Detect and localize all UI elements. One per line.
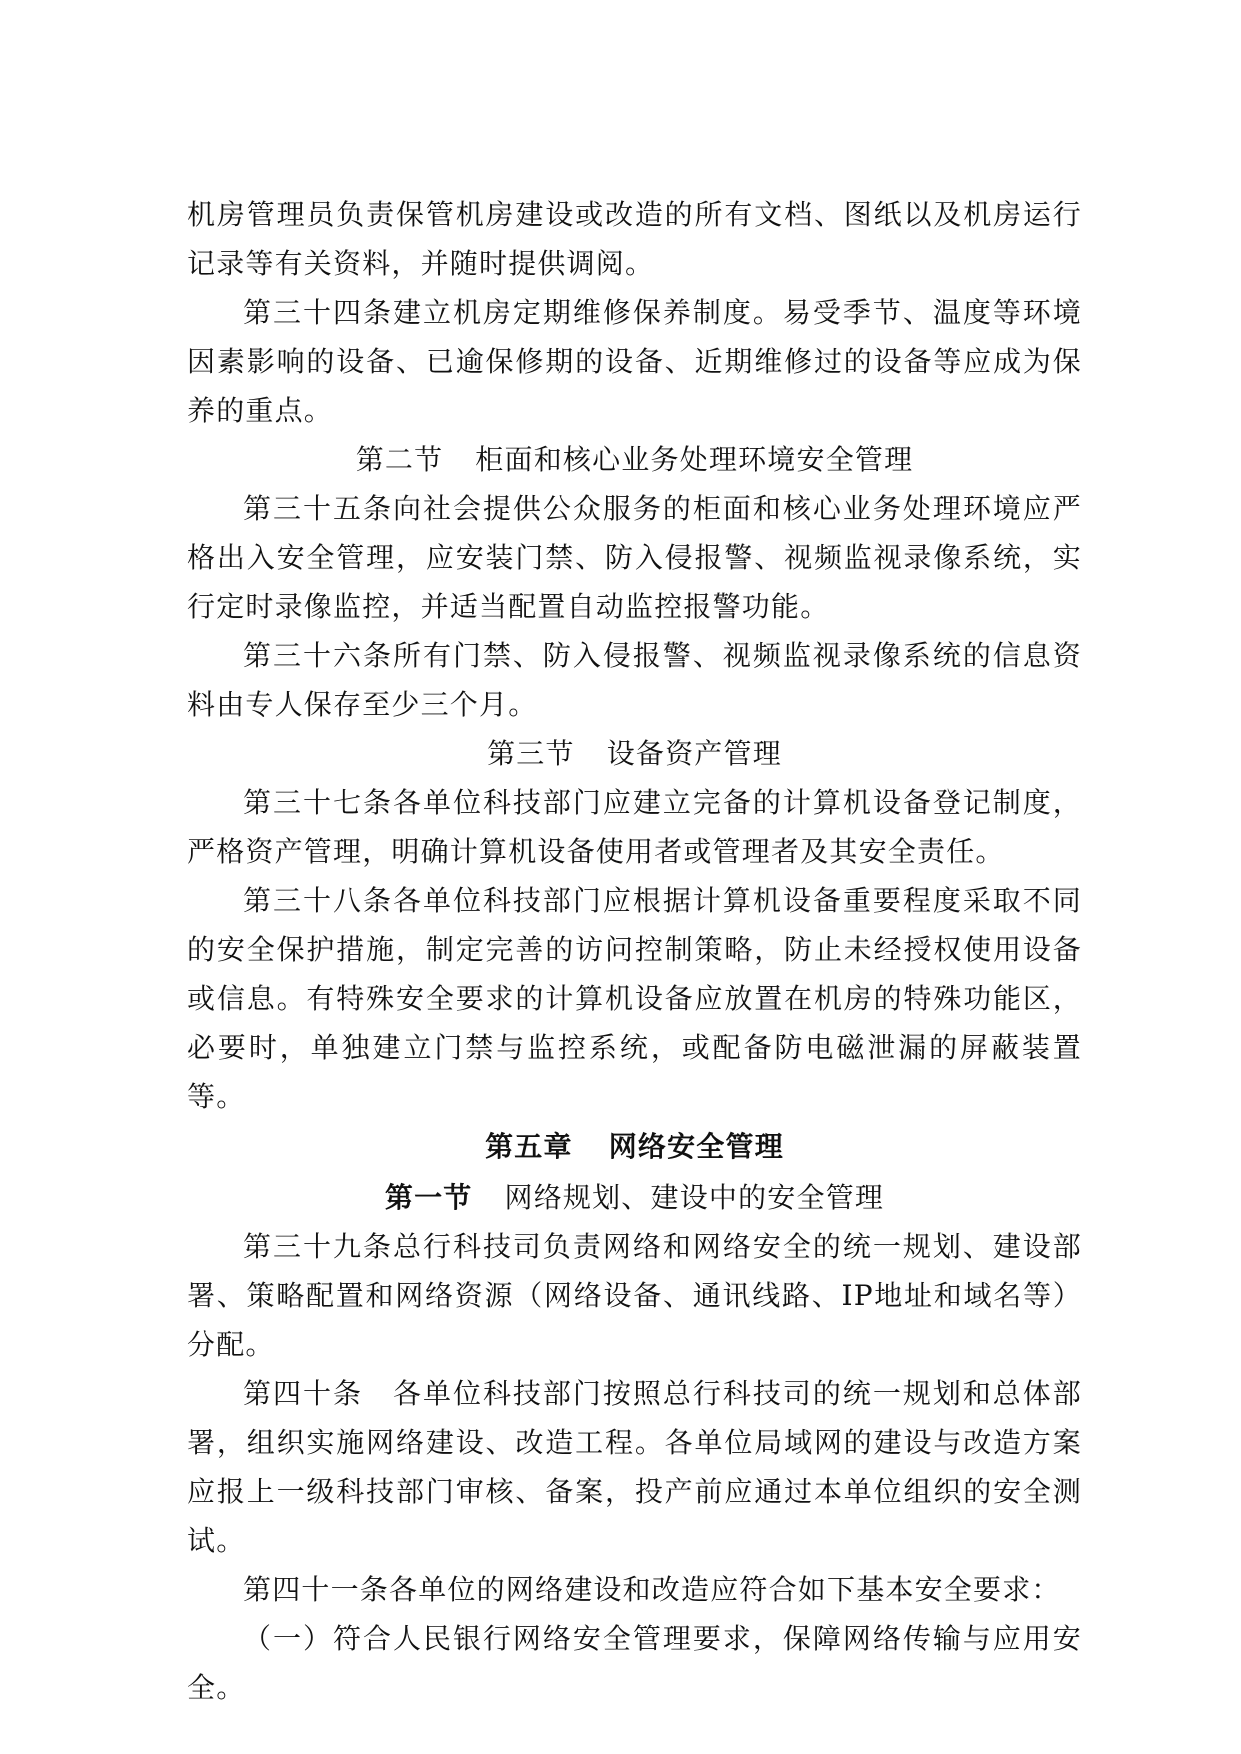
article-39: 第三十九条总行科技司负责网络和网络安全的统一规划、建设部署、策略配置和网络资源（网络设备、通讯线路、IP地址和域名等）分配。 [187,1230,1082,1361]
chapter-title: 网络安全管理 [608,1130,784,1163]
section-number: 第一节 [384,1181,473,1214]
section-title: 网络规划、建设中的安全管理 [504,1181,885,1214]
article-41: 第四十一条各单位的网络建设和改造应符合如下基本安全要求： [243,1573,1061,1606]
section-heading-1 [187,1173,1082,1222]
article-36: 第三十六条所有门禁、防入侵报警、视频监视录像系统的信息资料由专人保存至少三个月。 [187,639,1082,721]
article-35: 第三十五条向社会提供公众服务的柜面和核心业务处理环境应严格出入安全管理，应安装门禁、防入侵报警、视频监视录像系统，实行定时录像监控，并适当配置自动监控报警功能。 [187,492,1082,623]
article-40: 第四十条 各单位科技部门按照总行科技司的统一规划和总体部署，组织实施网络建设、改造工程。各单位局域网的建设与改造方案应报上一级科技部门审核、备案，投产前应通过本单位组织的安全测试。 [187,1377,1082,1557]
article-34: 第三十四条建立机房定期维修保养制度。易受季节、温度等环境因素影响的设备、已逾保修期的设备、近期维修过的设备等应成为保养的重点。 [187,296,1082,427]
section-heading-2 [187,435,1082,484]
section-title: 柜面和核心业务处理环境安全管理 [475,443,914,476]
section-heading-3 [187,729,1082,778]
chapter-number: 第五章 [485,1130,573,1163]
article-37: 第三十七条各单位科技部门应建立完备的计算机设备登记制度，严格资产管理，明确计算机设备使用者或管理者及其安全责任。 [187,786,1082,868]
article-41-item-1: （一）符合人民银行网络安全管理要求，保障网络传输与应用安全。 [187,1622,1082,1704]
paragraph-archive-custody: 机房管理员负责保管机房建设或改造的所有文档、图纸以及机房运行记录等有关资料，并随时提供调阅。 [187,198,1082,280]
document-body [187,190,1082,1712]
section-number: 第三节 [487,737,575,770]
chapter-heading-5 [187,1121,1082,1173]
section-number: 第二节 [355,443,444,476]
section-title: 设备资产管理 [606,737,782,770]
article-38: 第三十八条各单位科技部门应根据计算机设备重要程度采取不同的安全保护措施，制定完善的访问控制策略，防止未经授权使用设备或信息。有特殊安全要求的计算机设备应放置在机房的特殊功能区，必要时，单独建立门禁与监控系统，或配备防电磁泄漏的屏蔽装置等。 [187,884,1082,1113]
